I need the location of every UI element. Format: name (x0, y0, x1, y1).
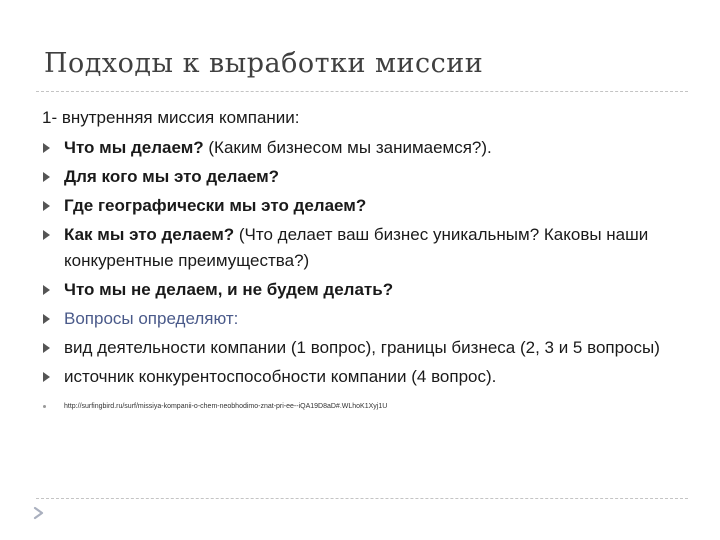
item-bold-text: Что мы делаем? (64, 138, 204, 157)
item-text: (Каким бизнесом мы занимаемся?). (203, 138, 492, 157)
arrow-bullet-icon (43, 343, 50, 353)
arrow-bullet-icon (43, 372, 50, 382)
intro-line: 1- внутренняя миссия компании: (42, 108, 300, 127)
item-bold-text: Для кого мы это делаем? (64, 167, 280, 186)
list-item (42, 164, 682, 190)
footer-divider (36, 498, 688, 499)
list-item (42, 306, 682, 332)
item-text: Вопросы определяют: (64, 309, 239, 328)
arrow-bullet-icon (43, 314, 50, 324)
arrow-bullet-icon (43, 230, 50, 240)
list-item (42, 193, 682, 219)
dot-bullet-icon (43, 405, 46, 408)
item-bold-text: Как мы это делаем? (64, 225, 235, 244)
list-item (42, 277, 682, 303)
list-item (42, 135, 682, 161)
source-link[interactable]: http://surfingbird.ru/surf/missiya-kompanii-o-chem-neobhodimo-znat-pri-ee--iQA19D8aD#.WLhoK1Xyj1U (64, 403, 388, 410)
source-link-item (42, 400, 682, 414)
list-item (42, 364, 682, 390)
slide-content (42, 104, 682, 414)
arrow-bullet-icon (43, 143, 50, 153)
item-bold-text: Что мы не делаем, и не будем делать? (64, 280, 394, 299)
item-bold-text: Где географически мы это делаем? (64, 196, 367, 215)
chevron-right-icon (32, 506, 46, 520)
arrow-bullet-icon (43, 201, 50, 211)
arrow-bullet-icon (43, 285, 50, 295)
item-text: вид деятельности компании (1 вопрос), границы бизнеса (2, 3 и 5 вопросы) (64, 338, 660, 357)
slide-title: Подходы к выработки миссии (44, 48, 484, 79)
list-item (42, 335, 682, 361)
item-text: источник конкурентоспособности компании (4 вопрос). (64, 367, 497, 386)
list-item (42, 222, 682, 274)
item-text: (Что делает ваш бизнес уникальным? Каковы наши конкурентные преимущества?) (64, 225, 649, 270)
arrow-bullet-icon (43, 172, 50, 182)
title-divider (36, 91, 688, 92)
